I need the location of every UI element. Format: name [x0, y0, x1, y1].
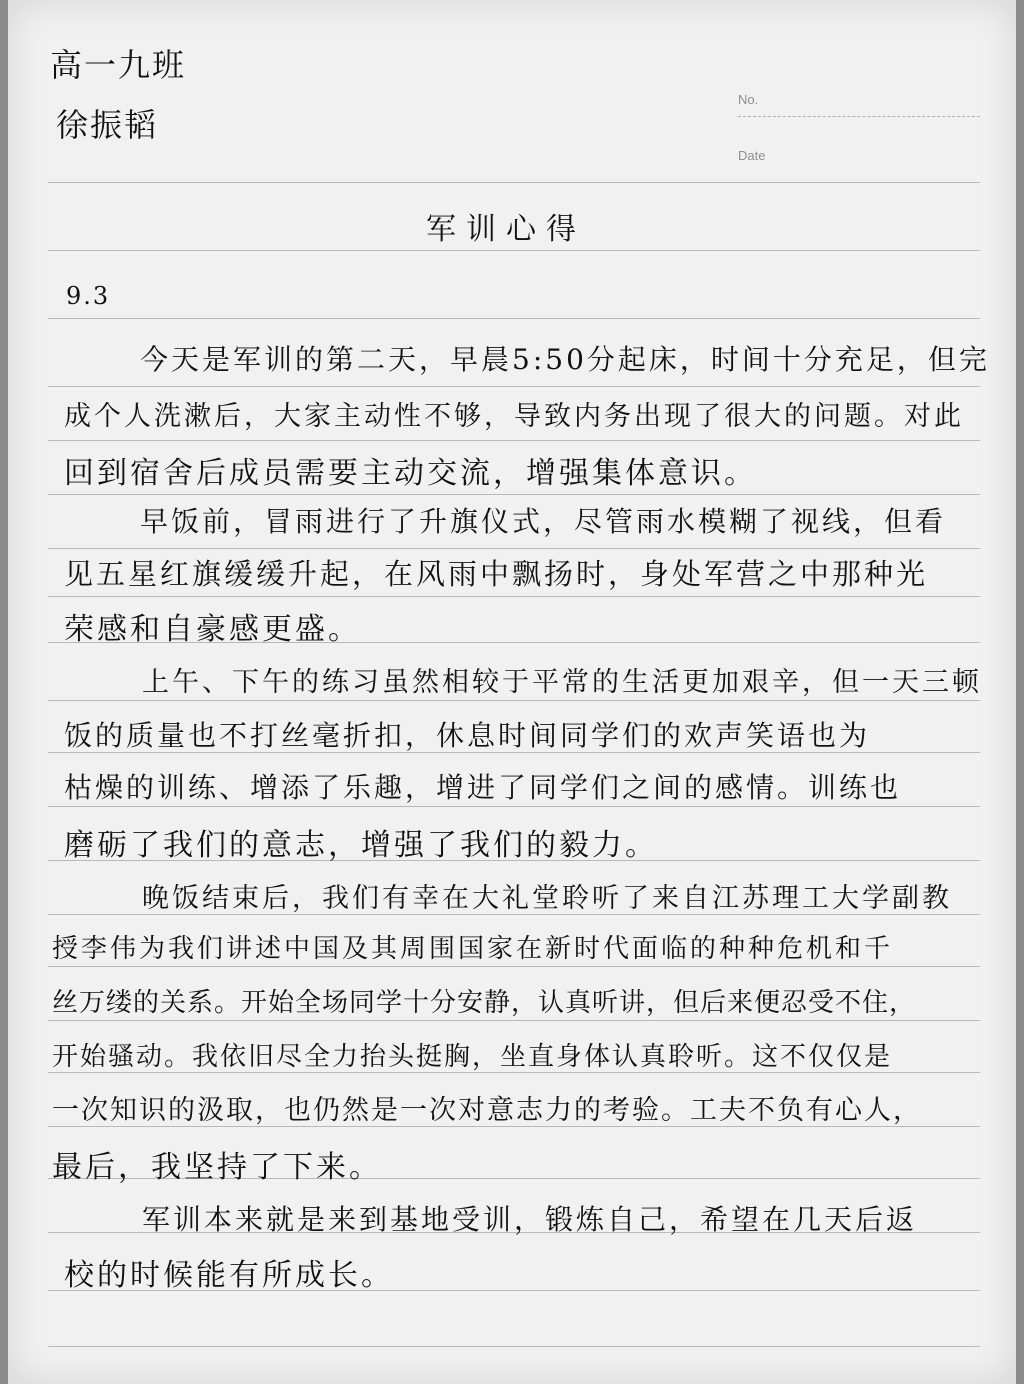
essay-line: 校的时候能有所成长。	[64, 1258, 394, 1293]
ruled-line	[48, 494, 980, 495]
ruled-line	[48, 386, 980, 387]
ruled-line	[48, 548, 980, 549]
ruled-line	[48, 182, 980, 183]
no-label: No.	[738, 92, 759, 107]
ruled-line	[48, 596, 980, 597]
essay-title: 军训心得	[426, 212, 586, 247]
essay-line: 早饭前，冒雨进行了升旗仪式，尽管雨水模糊了视线，但看	[140, 505, 947, 538]
class-name: 高一九班	[50, 46, 187, 84]
ruled-line	[48, 250, 980, 251]
essay-line: 见五星红旗缓缓升起，在风雨中飘扬时，身处军营之中那种光	[64, 557, 929, 591]
essay-line: 军训本来就是来到基地受训，锻炼自己，希望在几天后返	[142, 1203, 918, 1236]
essay-line: 今天是军训的第二天，早晨5:50分起床，时间十分充足，但完	[140, 343, 990, 376]
essay-line: 晚饭结束后，我们有幸在大礼堂聆听了来自江苏理工大学副教	[142, 883, 952, 914]
essay-line: 枯燥的训练、增添了乐趣，增进了同学们之间的感情。训练也	[64, 771, 902, 804]
essay-line: 上午、下午的练习虽然相较于平常的生活更加艰辛，但一天三顿	[142, 667, 982, 698]
essay-line: 一次知识的汲取，也仍然是一次对意志力的考验。工夫不负有心人，	[52, 1095, 922, 1126]
essay-line: 回到宿舍后成员需要主动交流，增强集体意识。	[64, 456, 757, 491]
ruled-line	[48, 1020, 980, 1021]
essay-line: 丝万缕的关系。开始全场同学十分安静，认真听讲，但后来便忍受不住，	[52, 988, 917, 1018]
essay-line: 饭的质量也不打丝毫折扣，休息时间同学们的欢声笑语也为	[64, 719, 871, 752]
notebook-page	[8, 0, 1016, 1384]
essay-line: 成个人洗漱后，大家主动性不够，导致内务出现了很大的问题。对此	[64, 401, 964, 432]
ruled-line	[48, 318, 980, 319]
date-label: Date	[738, 148, 766, 163]
entry-date: 9.3	[66, 282, 111, 310]
ruled-line	[48, 440, 980, 441]
no-line	[738, 116, 980, 117]
essay-line: 磨砺了我们的意志，增强了我们的毅力。	[64, 828, 658, 863]
ruled-line	[48, 806, 980, 807]
essay-line: 最后，我坚持了下来。	[52, 1150, 382, 1185]
ruled-line	[48, 966, 980, 967]
student-name: 徐振韬	[56, 106, 159, 144]
essay-line: 荣感和自豪感更盛。	[64, 612, 361, 647]
essay-line: 开始骚动。我依旧尽全力抬头挺胸，坐直身体认真聆听。这不仅仅是	[52, 1042, 893, 1072]
ruled-line	[48, 700, 980, 701]
essay-line: 授李伟为我们讲述中国及其周围国家在新时代面临的种种危机和千	[52, 934, 894, 964]
ruled-line	[48, 1346, 980, 1347]
